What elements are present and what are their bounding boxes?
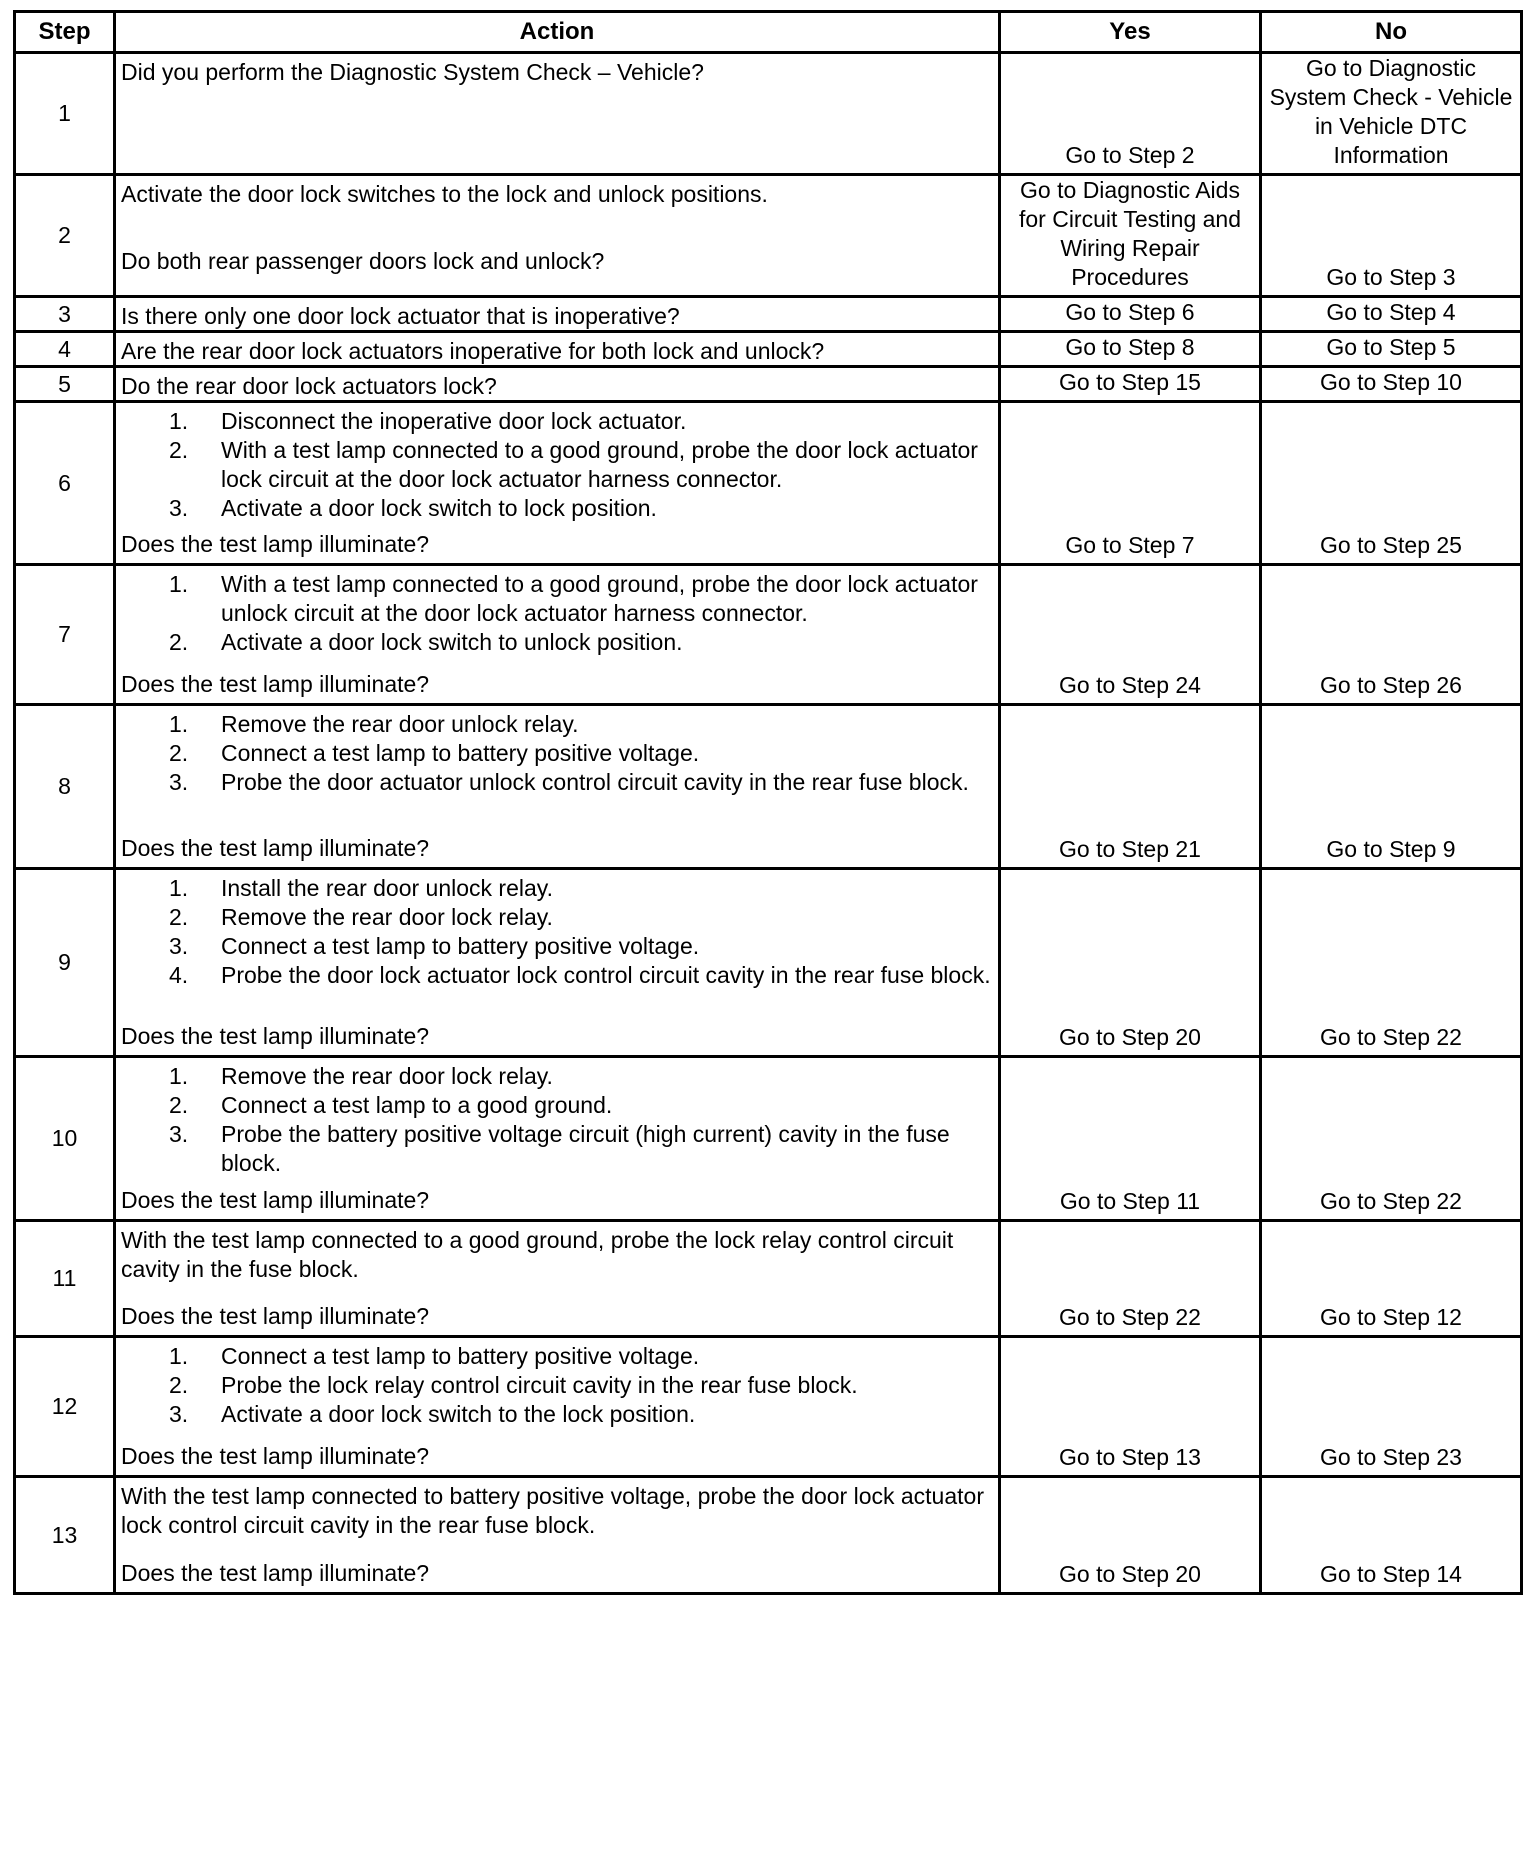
- no-result: Go to Step 12: [1261, 1221, 1522, 1337]
- table-row: [15, 1221, 1522, 1337]
- procedure-item: [169, 1120, 993, 1178]
- action-question: Does the test lamp illuminate?: [121, 1560, 430, 1586]
- action-text: With the test lamp connected to battery positive voltage, probe the door lock actuator lock control circuit cavity in the rear fuse block.: [121, 1483, 984, 1538]
- procedure-item-text: Disconnect the inoperative door lock actuator.: [221, 408, 687, 434]
- procedure-item-number: 1.: [169, 571, 189, 597]
- action-question: Does the test lamp illuminate?: [121, 1303, 430, 1329]
- procedure-item: [169, 710, 993, 739]
- procedure-list: [121, 874, 993, 990]
- yes-result: Go to Step 7: [1000, 402, 1261, 565]
- table-row: [15, 1057, 1522, 1221]
- action-instructions: [121, 1226, 993, 1284]
- step-number: 4: [15, 332, 115, 367]
- procedure-item-number: 1.: [169, 408, 189, 434]
- procedure-item-text: Remove the rear door lock relay.: [221, 904, 553, 930]
- no-result: Go to Step 23: [1261, 1337, 1522, 1477]
- action-instructions: [121, 710, 993, 797]
- table-row: [15, 175, 1522, 297]
- header-no: No: [1261, 12, 1522, 53]
- procedure-item-text: Connect a test lamp to battery positive voltage.: [221, 933, 700, 959]
- action-question: Does the test lamp illuminate?: [121, 835, 430, 861]
- no-result: Go to Step 9: [1261, 705, 1522, 869]
- table-row: [15, 565, 1522, 705]
- yes-result: Go to Step 8: [1000, 332, 1261, 367]
- action-question: Does the test lamp illuminate?: [121, 1187, 430, 1213]
- step-number: 5: [15, 367, 115, 402]
- action-text: With the test lamp connected to a good ground, probe the lock relay control circuit cavity in the fuse block.: [121, 1227, 954, 1282]
- action-instructions: [121, 1482, 993, 1540]
- no-result: Go to Step 3: [1261, 175, 1522, 297]
- no-result: Go to Step 25: [1261, 402, 1522, 565]
- yes-result: Go to Step 21: [1000, 705, 1261, 869]
- action-cell: [115, 402, 1000, 565]
- no-result: Go to Step 10: [1261, 367, 1522, 402]
- action-instructions: [121, 302, 993, 331]
- table-row: [15, 1337, 1522, 1477]
- step-number: 10: [15, 1057, 115, 1221]
- procedure-list: [121, 1062, 993, 1178]
- procedure-item-number: 1.: [169, 711, 189, 737]
- action-instructions: [121, 372, 993, 401]
- action-cell: [115, 1477, 1000, 1594]
- procedure-item-number: 3.: [169, 769, 189, 795]
- yes-result: Go to Step 15: [1000, 367, 1261, 402]
- procedure-item-number: 2.: [169, 740, 189, 766]
- procedure-item-number: 2.: [169, 437, 189, 463]
- table-row: [15, 53, 1522, 175]
- action-text: Is there only one door lock actuator that is inoperative?: [121, 303, 680, 329]
- procedure-item-text: With a test lamp connected to a good ground, probe the door lock actuator lock circuit at the door lock actuator harness connector.: [221, 437, 978, 492]
- procedure-item: [169, 1400, 993, 1429]
- table-row: [15, 869, 1522, 1057]
- table-row: [15, 332, 1522, 367]
- table-row: [15, 705, 1522, 869]
- no-result: Go to Step 22: [1261, 869, 1522, 1057]
- procedure-item-number: 3.: [169, 495, 189, 521]
- yes-result: Go to Step 11: [1000, 1057, 1261, 1221]
- procedure-item: [169, 874, 993, 903]
- procedure-item-number: 2.: [169, 904, 189, 930]
- procedure-item: [169, 407, 993, 436]
- no-result: Go to Diagnostic System Check - Vehicle in Vehicle DTC Information: [1261, 53, 1522, 175]
- action-text: Are the rear door lock actuators inoperative for both lock and unlock?: [121, 338, 825, 364]
- yes-result: Go to Step 20: [1000, 1477, 1261, 1594]
- action-instructions: [121, 874, 993, 990]
- procedure-item-text: Probe the door actuator unlock control circuit cavity in the rear fuse block.: [221, 769, 969, 795]
- procedure-item-number: 2.: [169, 629, 189, 655]
- procedure-item: [169, 628, 993, 657]
- procedure-item: [169, 739, 993, 768]
- header-row: [15, 12, 1522, 53]
- table-row: [15, 297, 1522, 332]
- no-result: Go to Step 26: [1261, 565, 1522, 705]
- procedure-item-text: Remove the rear door unlock relay.: [221, 711, 579, 737]
- table-row: [15, 1477, 1522, 1594]
- procedure-item-number: 1.: [169, 875, 189, 901]
- procedure-item: [169, 768, 993, 797]
- table-body: [15, 53, 1522, 1594]
- action-instructions: [121, 337, 993, 366]
- yes-result: Go to Step 22: [1000, 1221, 1261, 1337]
- yes-result: Go to Diagnostic Aids for Circuit Testing and Wiring Repair Procedures: [1000, 175, 1261, 297]
- procedure-item-number: 4.: [169, 962, 189, 988]
- action-instructions: [121, 180, 993, 209]
- yes-result: Go to Step 13: [1000, 1337, 1261, 1477]
- action-cell: [115, 53, 1000, 175]
- header-action: Action: [115, 12, 1000, 53]
- procedure-item-number: 1.: [169, 1343, 189, 1369]
- action-instructions: [121, 1062, 993, 1178]
- action-cell: [115, 1057, 1000, 1221]
- procedure-item-text: Probe the battery positive voltage circuit (high current) cavity in the fuse block.: [221, 1121, 950, 1176]
- procedure-item-text: Connect a test lamp to a good ground.: [221, 1092, 613, 1118]
- procedure-list: [121, 710, 993, 797]
- action-question: Does the test lamp illuminate?: [121, 1443, 430, 1469]
- table-row: [15, 402, 1522, 565]
- action-question: Does the test lamp illuminate?: [121, 531, 430, 557]
- procedure-item: [169, 932, 993, 961]
- procedure-item: [169, 570, 993, 628]
- action-instructions: [121, 58, 993, 87]
- procedure-item-number: 3.: [169, 933, 189, 959]
- procedure-item-text: Activate a door lock switch to unlock position.: [221, 629, 683, 655]
- procedure-item-text: Connect a test lamp to battery positive voltage.: [221, 1343, 700, 1369]
- step-number: 12: [15, 1337, 115, 1477]
- step-number: 8: [15, 705, 115, 869]
- procedure-list: [121, 1342, 993, 1429]
- procedure-item-text: With a test lamp connected to a good ground, probe the door lock actuator unlock circuit at the door lock actuator harness connector.: [221, 571, 978, 626]
- procedure-list: [121, 407, 993, 523]
- step-number: 11: [15, 1221, 115, 1337]
- procedure-item-text: Install the rear door unlock relay.: [221, 875, 553, 901]
- procedure-item-text: Activate a door lock switch to the lock position.: [221, 1401, 696, 1427]
- procedure-item: [169, 1342, 993, 1371]
- procedure-item-text: Activate a door lock switch to lock position.: [221, 495, 657, 521]
- action-text: Activate the door lock switches to the lock and unlock positions.: [121, 181, 768, 207]
- procedure-item: [169, 1091, 993, 1120]
- action-cell: [115, 367, 1000, 402]
- action-text: Did you perform the Diagnostic System Check – Vehicle?: [121, 59, 704, 85]
- action-cell: [115, 1221, 1000, 1337]
- action-cell: [115, 869, 1000, 1057]
- procedure-item-text: Remove the rear door lock relay.: [221, 1063, 553, 1089]
- yes-result: Go to Step 24: [1000, 565, 1261, 705]
- diagnostic-table: [13, 10, 1523, 1595]
- procedure-item: [169, 494, 993, 523]
- step-number: 6: [15, 402, 115, 565]
- no-result: Go to Step 4: [1261, 297, 1522, 332]
- no-result: Go to Step 14: [1261, 1477, 1522, 1594]
- procedure-item-number: 3.: [169, 1121, 189, 1147]
- action-question: Does the test lamp illuminate?: [121, 671, 430, 697]
- procedure-item: [169, 1371, 993, 1400]
- procedure-item-number: 1.: [169, 1063, 189, 1089]
- action-cell: [115, 332, 1000, 367]
- action-cell: [115, 1337, 1000, 1477]
- action-instructions: [121, 407, 993, 523]
- step-number: 2: [15, 175, 115, 297]
- procedure-item: [169, 961, 993, 990]
- header-step: Step: [15, 12, 115, 53]
- procedure-item-number: 3.: [169, 1401, 189, 1427]
- step-number: 13: [15, 1477, 115, 1594]
- yes-result: Go to Step 6: [1000, 297, 1261, 332]
- procedure-item: [169, 436, 993, 494]
- action-question: Does the test lamp illuminate?: [121, 1023, 430, 1049]
- action-instructions: [121, 570, 993, 657]
- action-cell: [115, 297, 1000, 332]
- no-result: Go to Step 22: [1261, 1057, 1522, 1221]
- table-row: [15, 367, 1522, 402]
- action-cell: [115, 565, 1000, 705]
- procedure-item-text: Probe the door lock actuator lock control circuit cavity in the rear fuse block.: [221, 962, 991, 988]
- step-number: 1: [15, 53, 115, 175]
- action-cell: [115, 175, 1000, 297]
- action-cell: [115, 705, 1000, 869]
- procedure-item-number: 2.: [169, 1372, 189, 1398]
- action-text: Do the rear door lock actuators lock?: [121, 373, 497, 399]
- procedure-item-text: Probe the lock relay control circuit cavity in the rear fuse block.: [221, 1372, 858, 1398]
- yes-result: Go to Step 2: [1000, 53, 1261, 175]
- procedure-list: [121, 570, 993, 657]
- no-result: Go to Step 5: [1261, 332, 1522, 367]
- step-number: 9: [15, 869, 115, 1057]
- procedure-item: [169, 903, 993, 932]
- action-question: Do both rear passenger doors lock and unlock?: [121, 248, 605, 274]
- diagnostic-table-container: [13, 10, 1520, 1595]
- procedure-item-text: Connect a test lamp to battery positive voltage.: [221, 740, 700, 766]
- action-instructions: [121, 1342, 993, 1429]
- header-yes: Yes: [1000, 12, 1261, 53]
- step-number: 3: [15, 297, 115, 332]
- yes-result: Go to Step 20: [1000, 869, 1261, 1057]
- procedure-item-number: 2.: [169, 1092, 189, 1118]
- step-number: 7: [15, 565, 115, 705]
- procedure-item: [169, 1062, 993, 1091]
